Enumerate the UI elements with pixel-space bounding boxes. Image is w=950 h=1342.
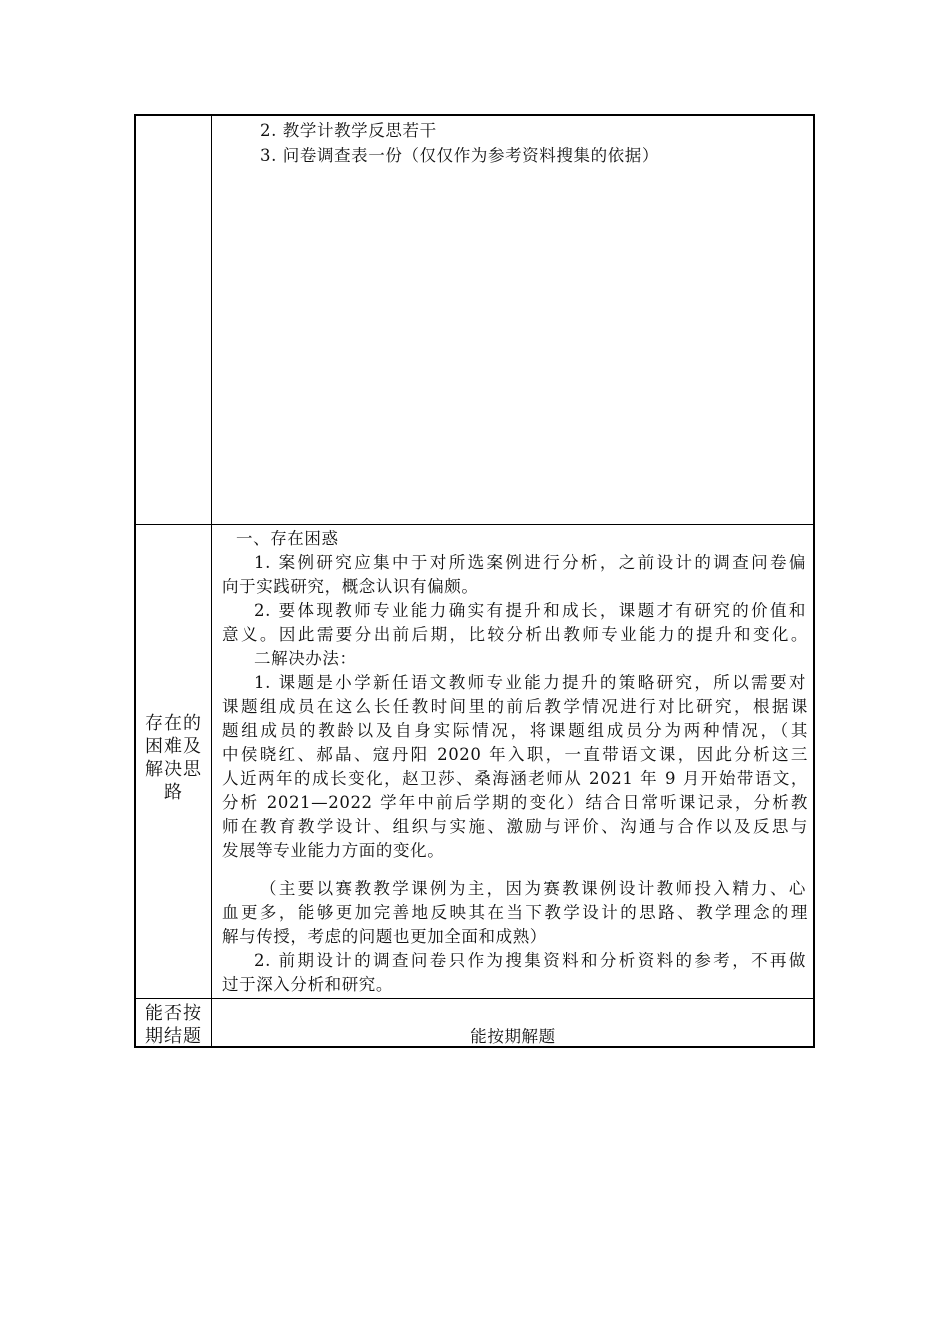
- label-line: 期结题: [145, 1026, 202, 1047]
- paragraph-line: 2. 前期设计的调查问卷只作为搜集资料和分析资料的参考，不再做: [254, 951, 806, 970]
- label-line: 路: [164, 782, 183, 803]
- row-divider-2: [136, 998, 813, 999]
- paragraph-line: 课题组成员在这么长任教时间里的前后教学情况进行对比研究，根据课: [222, 697, 808, 716]
- paragraph-line: 中侯晓红、郝晶、寇丹阳 2020 年入职，一直带语文课，因此分析这三: [222, 745, 808, 764]
- completion-value: 能按期解题: [470, 1027, 556, 1046]
- paragraph-line: 发展等专业能力方面的变化。: [222, 841, 445, 860]
- report-table: [134, 114, 815, 1048]
- label-line: 困难及: [145, 736, 202, 757]
- difficulty-label: [136, 712, 211, 804]
- label-line: 能否按: [145, 1003, 202, 1024]
- label-line: 解决思: [145, 759, 202, 780]
- paragraph-line: 向于实践研究，概念认识有偏颇。: [222, 577, 479, 596]
- paragraph-line: 分析 2021—2022 学年中前后学期的变化）结合日常听课记录，分析教: [222, 793, 808, 812]
- paragraph-line: 解与传授，考虑的问题也更加全面和成熟）: [222, 927, 547, 946]
- paragraph-line: 师在教育教学设计、组织与实施、激励与评价、沟通与合作以及反思与: [222, 817, 808, 836]
- row-divider-1: [136, 524, 813, 525]
- paragraph-line: 血更多，能够更加完善地反映其在当下教学设计的思路、教学理念的理: [222, 903, 808, 922]
- completion-label: [136, 1002, 211, 1048]
- section-heading-solution: 二解决办法：: [254, 649, 357, 668]
- paragraph-line: 1. 课题是小学新任语文教师专业能力提升的策略研究，所以需要对: [254, 673, 806, 692]
- paragraph-line: 意义。因此需要分出前后期，比较分析出教师专业能力的提升和变化。: [222, 625, 808, 644]
- label-line: 存在的: [145, 713, 202, 734]
- paragraph-line: 1. 案例研究应集中于对所选案例进行分析，之前设计的调查问卷偏: [254, 553, 806, 572]
- paragraph-line: 人近两年的成长变化，赵卫莎、桑海涵老师从 2021 年 9 月开始带语文，: [222, 769, 808, 788]
- material-item-3: 3. 问卷调查表一份（仅仅作为参考资料搜集的依据）: [260, 146, 659, 165]
- paragraph-line: 过于深入分析和研究。: [222, 975, 393, 994]
- column-divider: [211, 116, 212, 1046]
- paragraph-line: 题组成员的教龄以及自身实际情况，将课题组成员分为两种情况，（其: [222, 721, 808, 740]
- material-item-2: 2. 教学计教学反思若干: [260, 121, 437, 140]
- paragraph-line: （主要以赛教教学课例为主，因为赛教课例设计教师投入精力、心: [260, 879, 806, 898]
- paragraph-line: 2. 要体现教师专业能力确实有提升和成长，课题才有研究的价值和: [254, 601, 806, 620]
- section-heading-confusion: 一、存在困惑: [236, 529, 339, 548]
